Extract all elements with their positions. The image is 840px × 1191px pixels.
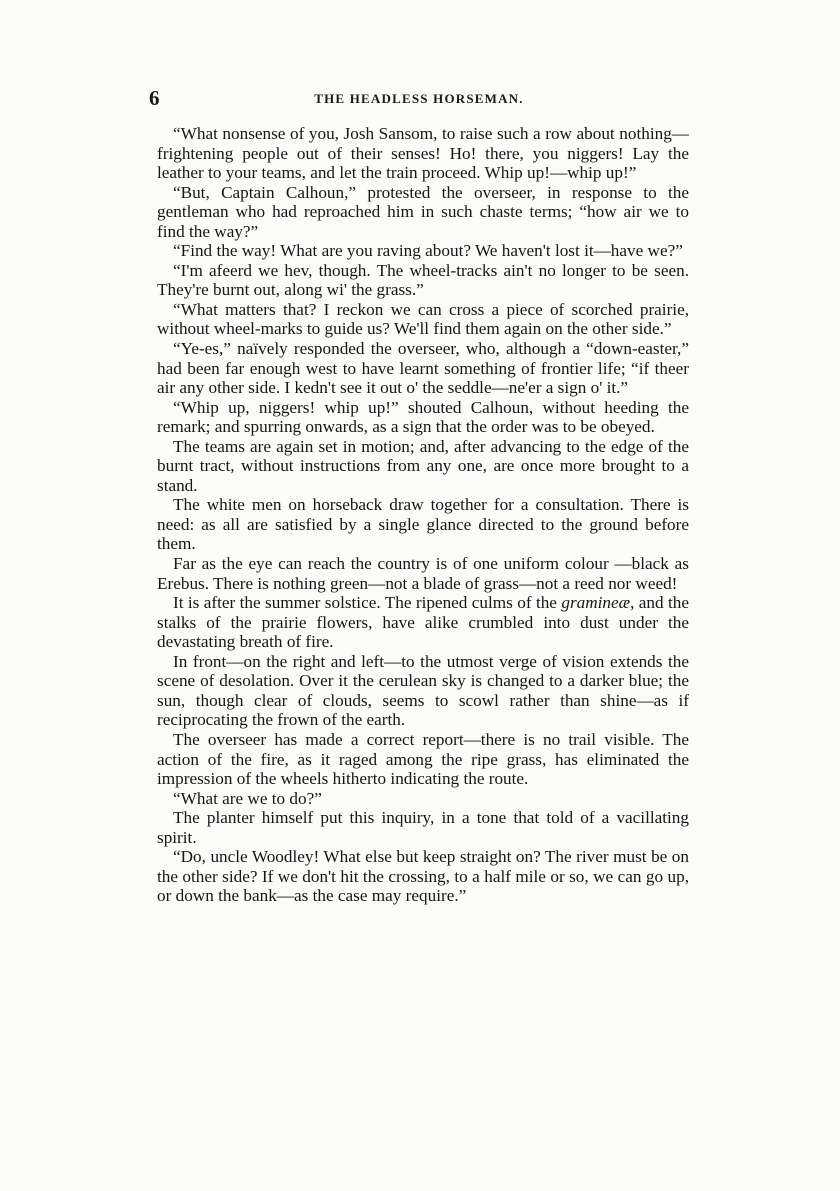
running-title: THE HEADLESS HORSEMAN. (314, 91, 524, 106)
paragraph: “Whip up, niggers! whip up!” shouted Calhoun, without heeding the remark; and spurring onwards, as a sign that the order was to be obeyed. (157, 397, 689, 437)
paragraph: “But, Captain Calhoun,” protested the overseer, in response to the gentleman who had reproached him in such chaste terms; “how air we to find the way?” (157, 182, 689, 241)
page-header (149, 86, 689, 110)
paragraph: “Find the way! What are you raving about? We haven't lost it—have we?” (173, 241, 683, 261)
paragraph-text: , and the stalks of the prairie flowers, have alike crumbled into dust under the devastating breath of fire. (157, 593, 689, 652)
paragraph: “I'm afeerd we hev, though. The wheel-tracks ain't no longer to be seen. They're burnt out, along wi' the grass.” (157, 260, 689, 300)
paragraph: The white men on horseback draw together for a consultation. There is need: as all are satisfied by a single glance directed to the ground before them. (157, 495, 689, 554)
paragraph-gramineae (157, 593, 689, 652)
paragraph: “What nonsense of you, Josh Sansom, to raise such a row about nothing—frightening people out of their senses! Ho! there, you niggers! Lay the leather to your teams, and let the train proceed. Whip up!—whip up!” (157, 124, 689, 183)
paragraph: “Do, uncle Woodley! What else but keep straight on? The river must be on the other side? If we don't hit the crossing, to a half mile or so, we can go up, or down the bank—as the case may require.” (157, 847, 689, 906)
paragraph: “Ye-es,” naïvely responded the overseer, who, although a “down-easter,” had been far enough west to have learnt something of frontier life; “if theer air any other side. I kedn't see it out o' the seddle—ne'er a sign o' it.” (157, 339, 689, 398)
paragraph: The teams are again set in motion; and, after advancing to the edge of the burnt tract, without instructions from any one, are once more brought to a stand. (157, 436, 689, 495)
page-number: 6 (149, 86, 160, 110)
paragraph-text: It is after the summer solstice. The ripened culms of the (173, 593, 562, 613)
paragraph: “What matters that? I reckon we can cross a piece of scorched prairie, without wheel-marks to guide us? We'll find them again on the other side.” (157, 299, 689, 339)
paragraph: “What are we to do?” (173, 788, 322, 808)
paragraph: In front—on the right and left—to the utmost verge of vision extends the scene of desolation. Over it the cerulean sky is changed to a darker blue; the sun, though clear of clouds, seems to scowl rather than shine—as if reciprocating the frown of the earth. (157, 651, 689, 730)
paragraph: The overseer has made a correct report—there is no trail visible. The action of the fire, as it raged among the ripe grass, has eliminated the impression of the wheels hitherto indicating the route. (157, 729, 689, 789)
body-text (157, 124, 689, 906)
paragraph: The planter himself put this inquiry, in a tone that told of a vacillating spirit. (157, 808, 689, 847)
italic-term: gramineæ (561, 593, 631, 613)
paragraph: Far as the eye can reach the country is of one uniform colour —black as Erebus. There is nothing green—not a blade of grass—not a reed nor weed! (157, 554, 689, 593)
